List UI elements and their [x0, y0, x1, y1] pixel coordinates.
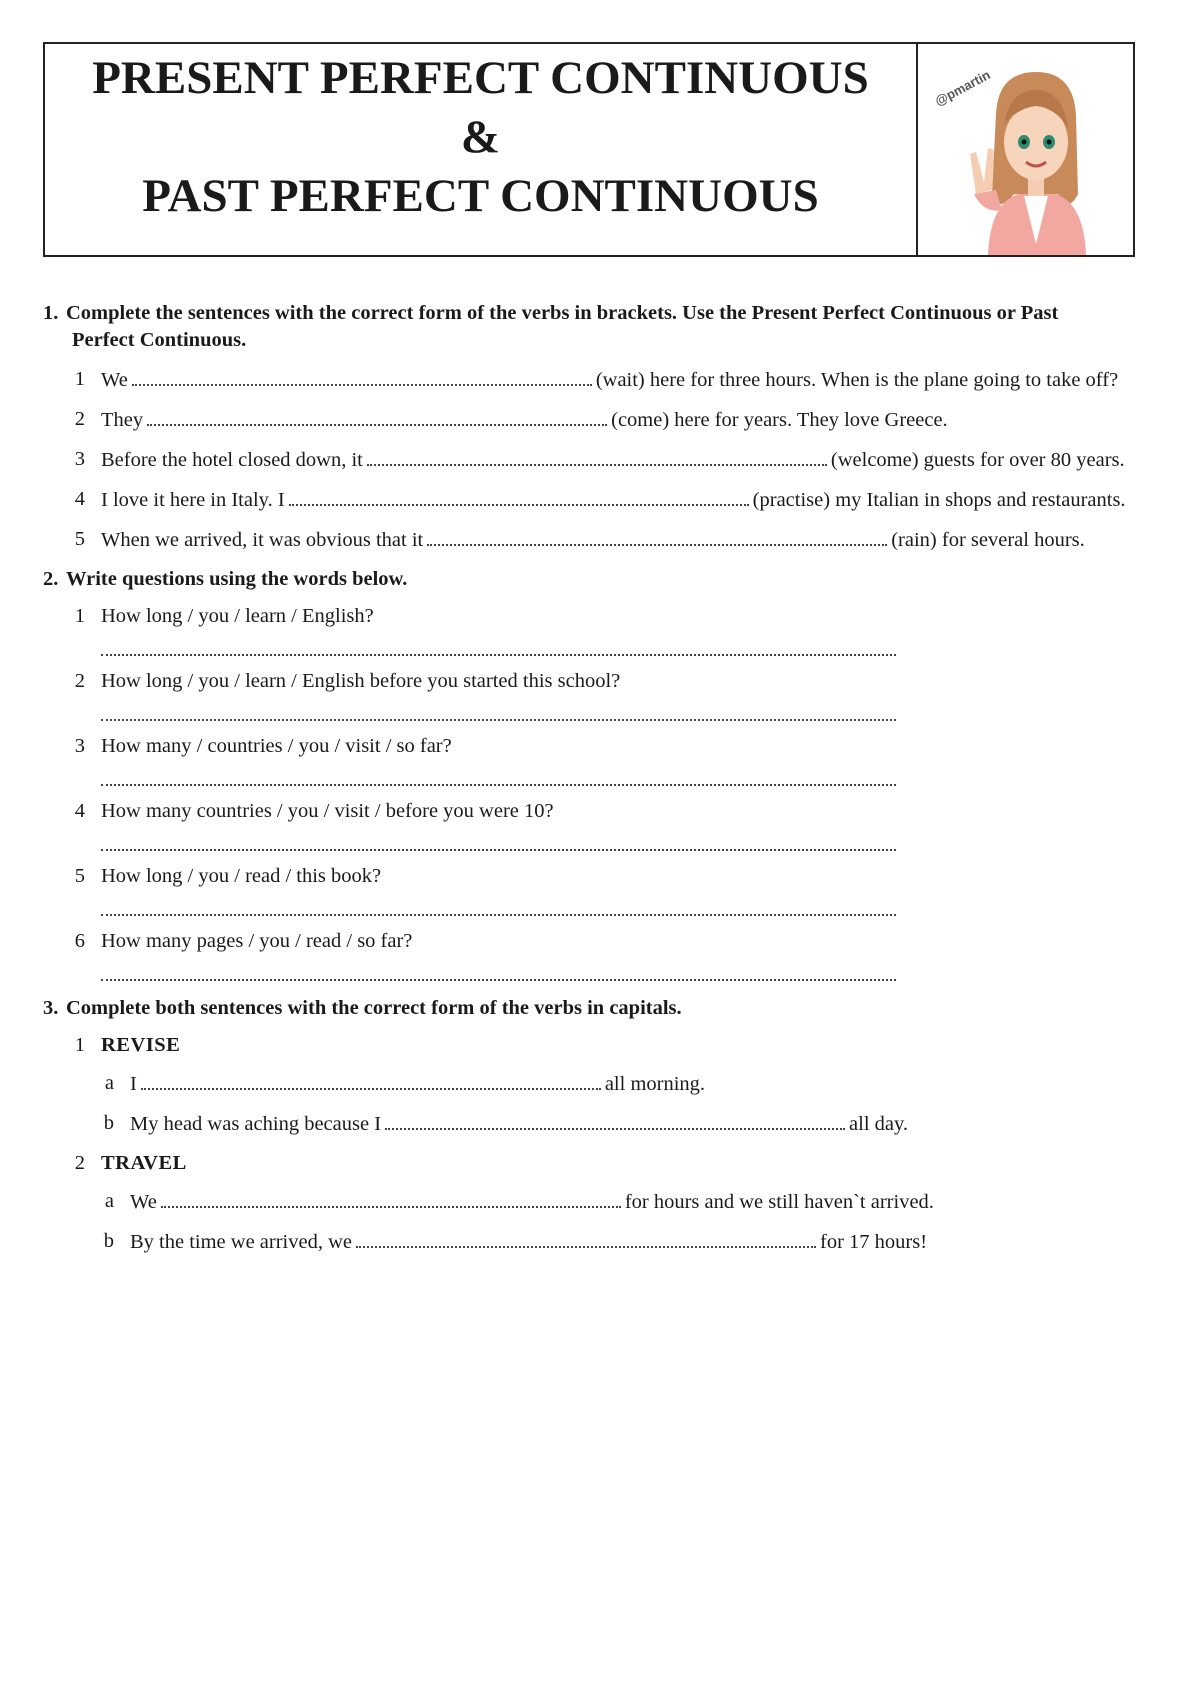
section-3-title [43, 995, 1143, 1022]
item-number: 5 [74, 528, 85, 550]
answer-line[interactable] [101, 632, 896, 656]
section-1-title-b: Perfect Continuous. [72, 329, 247, 351]
list-item [43, 486, 1143, 514]
sub-item [43, 1070, 1143, 1098]
item-number: 1 [74, 1034, 85, 1056]
item-text: When we arrived, it was obvious that it [101, 529, 424, 551]
item-text: all day. [849, 1113, 909, 1135]
item-text: all morning. [604, 1073, 706, 1095]
answer-line[interactable] [101, 957, 896, 981]
item-text: for 17 hours! [820, 1231, 928, 1253]
item-number: 2 [74, 1152, 85, 1174]
question-item [43, 668, 1143, 721]
sub-item-letter: b [103, 1230, 114, 1252]
list-item [43, 526, 1143, 554]
title-line-2: PAST PERFECT CONTINUOUS [142, 170, 819, 222]
item-number: 5 [74, 865, 85, 887]
section-1-number: 1. [43, 302, 59, 324]
worksheet-content [43, 300, 1143, 1268]
worksheet-header [43, 42, 1135, 257]
item-text: We [101, 369, 128, 391]
avatar-handle: @pmartin [932, 67, 993, 109]
answer-blank[interactable] [132, 366, 592, 386]
answer-blank[interactable] [147, 406, 607, 426]
section-3-title-text: Complete both sentences with the correct form of the verbs in capitals. [66, 997, 682, 1019]
item-text: My head was aching because I [130, 1113, 382, 1135]
section-3-number: 3. [43, 997, 59, 1019]
question-prompt: How many pages / you / read / so far? [101, 930, 413, 952]
answer-blank[interactable] [356, 1228, 816, 1248]
title-ampersand: & [460, 111, 501, 163]
avatar-image [918, 44, 1133, 255]
item-text: Before the hotel closed down, it [101, 449, 363, 471]
question-item [43, 863, 1143, 916]
answer-blank[interactable] [367, 446, 827, 466]
question-item [43, 603, 1143, 656]
item-text: By the time we arrived, we [130, 1231, 353, 1253]
answer-blank[interactable] [161, 1188, 621, 1208]
question-prompt: How many / countries / you / visit / so far? [101, 735, 452, 757]
answer-line[interactable] [101, 762, 896, 786]
section-1-title [43, 300, 1143, 354]
sub-item [43, 1110, 1143, 1138]
list-item [43, 446, 1143, 474]
item-number: 4 [74, 800, 85, 822]
item-number: 6 [74, 930, 85, 952]
item-text: I love it here in Italy. I [101, 489, 285, 511]
section-2-number: 2. [43, 568, 59, 590]
sub-item-letter: a [104, 1072, 114, 1094]
verb-group-heading [43, 1150, 1143, 1177]
verb-word: REVISE [101, 1034, 181, 1056]
verb-word: TRAVEL [101, 1152, 187, 1174]
question-prompt: How many countries / you / visit / before you were 10? [101, 800, 554, 822]
answer-blank[interactable] [289, 486, 749, 506]
item-number: 1 [74, 605, 85, 627]
section-2-title-text: Write questions using the words below. [66, 568, 408, 590]
answer-blank[interactable] [141, 1070, 601, 1090]
item-text: (welcome) guests for over 80 years. [830, 449, 1125, 471]
answer-blank[interactable] [427, 526, 887, 546]
right-pupil [1047, 140, 1052, 145]
sub-item-letter: b [103, 1112, 114, 1134]
item-text: I [130, 1073, 137, 1095]
item-number: 4 [74, 488, 85, 510]
question-item [43, 798, 1143, 851]
question-prompt: How long / you / learn / English? [101, 605, 374, 627]
list-item [43, 406, 1143, 434]
sub-item [43, 1228, 1143, 1256]
item-text: (come) here for years. They love Greece. [611, 409, 948, 431]
sub-item-letter: a [104, 1190, 114, 1212]
answer-line[interactable] [101, 892, 896, 916]
item-text: (practise) my Italian in shops and restaurants. [752, 489, 1126, 511]
item-text: They [101, 409, 144, 431]
question-prompt: How long / you / learn / English before you started this school? [101, 670, 621, 692]
section-2-title [43, 566, 1143, 593]
item-number: 2 [74, 670, 85, 692]
peace-hand [970, 148, 994, 194]
title-line-1: PRESENT PERFECT CONTINUOUS [92, 52, 869, 104]
item-text: for hours and we still haven`t arrived. [624, 1191, 934, 1213]
answer-line[interactable] [101, 697, 896, 721]
section-1-title-a: Complete the sentences with the correct form of the verbs in brackets. Use the Present Perfect Continuous or Past [66, 302, 1059, 324]
item-text: We [130, 1191, 157, 1213]
answer-blank[interactable] [385, 1110, 845, 1130]
item-number: 3 [74, 448, 85, 470]
sub-item [43, 1188, 1143, 1216]
item-number: 1 [74, 368, 85, 390]
question-item [43, 733, 1143, 786]
list-item [43, 366, 1143, 394]
answer-line[interactable] [101, 827, 896, 851]
question-item [43, 928, 1143, 981]
item-number: 3 [74, 735, 85, 757]
item-number: 2 [74, 408, 85, 430]
verb-group-heading [43, 1032, 1143, 1059]
left-pupil [1022, 140, 1027, 145]
item-text: (rain) for several hours. [891, 529, 1085, 551]
title-block [45, 44, 918, 255]
item-text: (wait) here for three hours. When is the plane going to take off? [595, 369, 1119, 391]
avatar-illustration [918, 44, 1131, 255]
question-prompt: How long / you / read / this book? [101, 865, 382, 887]
